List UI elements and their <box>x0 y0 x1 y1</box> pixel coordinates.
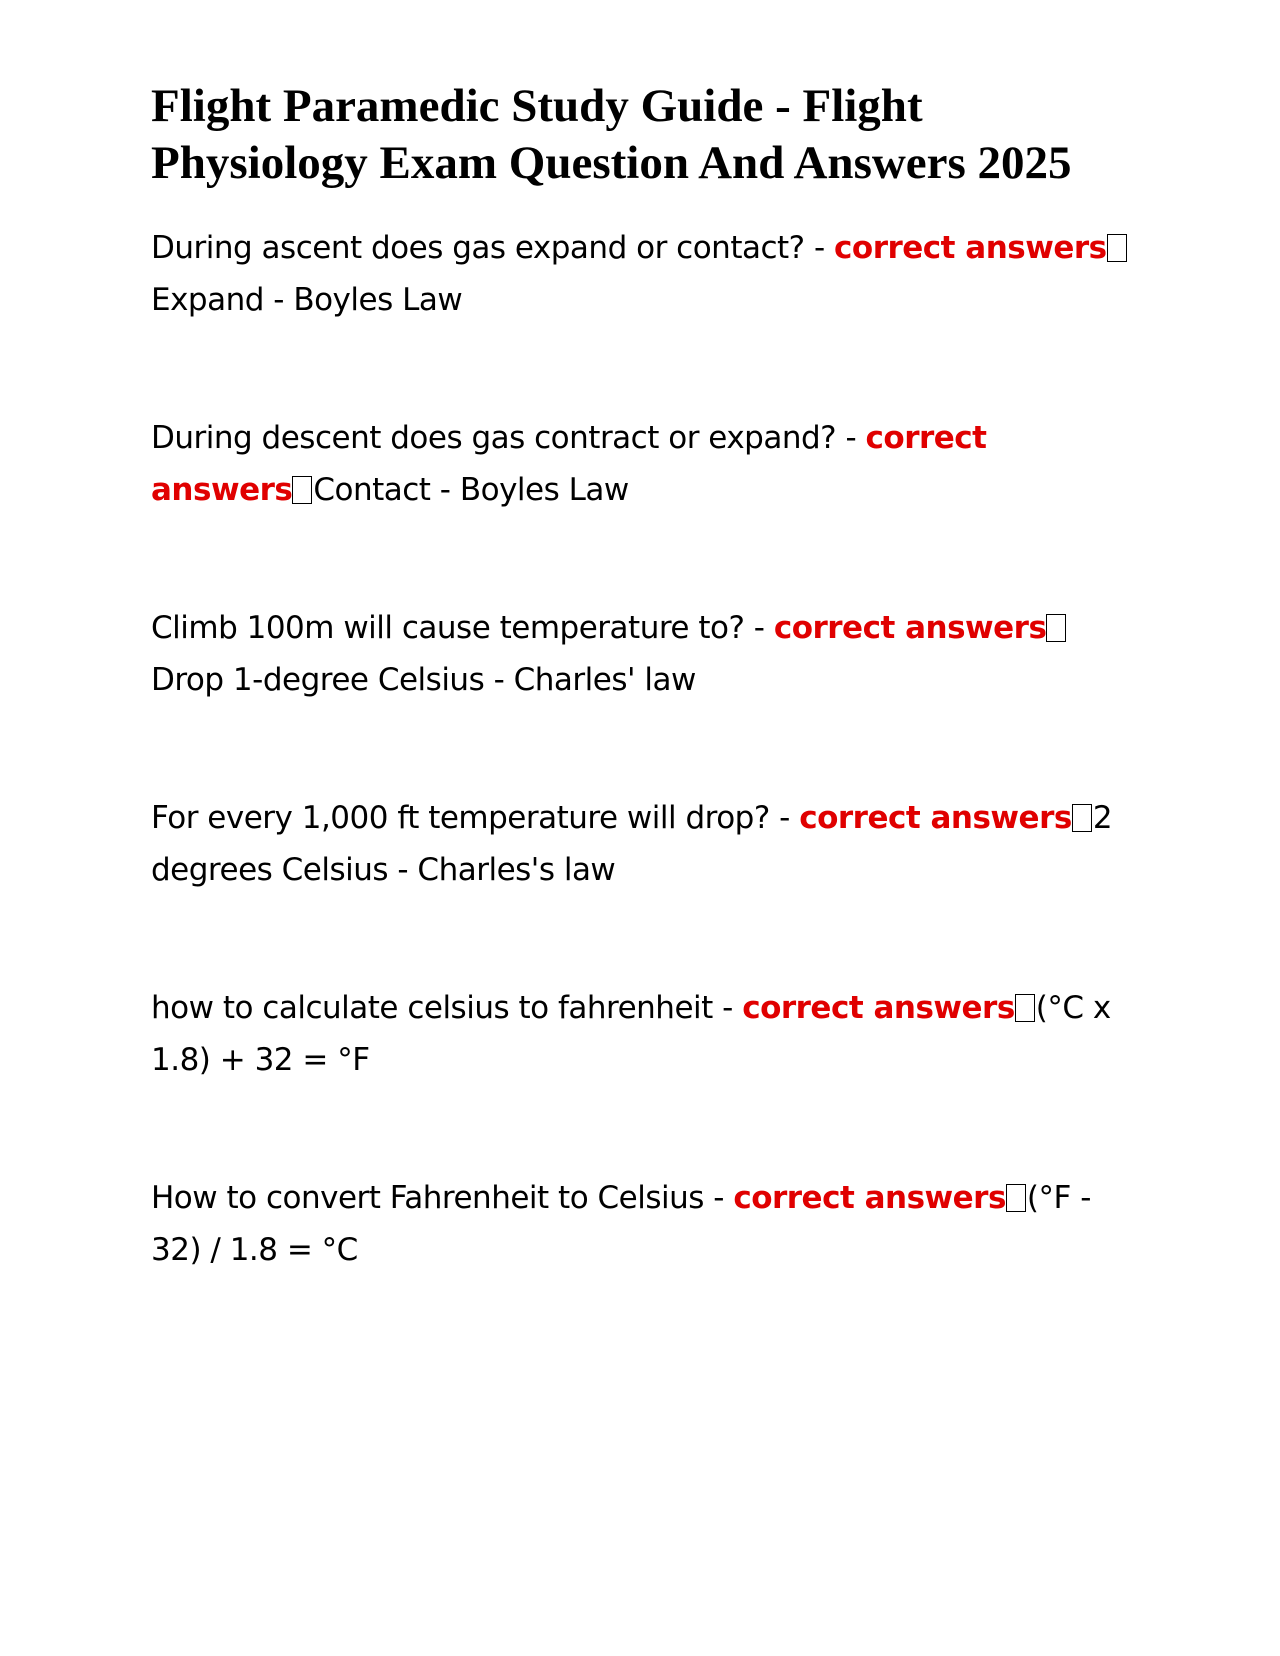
qa-entry <box>151 792 1136 896</box>
answer-text: 2 degrees Celsius - Charles's law <box>151 800 1113 888</box>
missing-glyph-icon <box>1015 994 1035 1022</box>
answer-label: correct answers <box>799 800 1072 836</box>
answer-label: correct answers <box>834 230 1107 266</box>
answer-text: Contact - Boyles Law <box>313 472 629 508</box>
qa-entry <box>151 412 1136 516</box>
missing-glyph-icon <box>292 476 312 504</box>
question-text: For every 1,000 ft temperature will drop? - <box>151 800 800 836</box>
answer-label: correct answers <box>733 1180 1006 1216</box>
answer-text: (°F - 32) / 1.8 = °C <box>151 1180 1091 1268</box>
document-page <box>151 78 1136 1362</box>
missing-glyph-icon <box>1107 234 1127 262</box>
missing-glyph-icon <box>1046 614 1066 642</box>
qa-entry <box>151 222 1136 326</box>
document-title: Flight Paramedic Study Guide - Flight Physiology Exam Question And Answers 2025 <box>151 80 1072 189</box>
qa-entry <box>151 602 1136 706</box>
qa-entry <box>151 1172 1136 1276</box>
answer-text: (°C x 1.8) + 32 = °F <box>151 990 1111 1078</box>
missing-glyph-icon <box>1072 804 1092 832</box>
qa-entry <box>151 982 1136 1086</box>
answer-text: Drop 1-degree Celsius - Charles' law <box>151 662 696 698</box>
answer-text: Expand - Boyles Law <box>151 282 463 318</box>
question-text: During ascent does gas expand or contact? - <box>151 230 835 266</box>
answer-label: correct answers <box>742 990 1015 1026</box>
question-text: How to convert Fahrenheit to Celsius - <box>151 1180 734 1216</box>
question-text: Climb 100m will cause temperature to? - <box>151 610 774 646</box>
question-text: how to calculate celsius to fahrenheit - <box>151 990 743 1026</box>
answer-label: correct answers <box>773 610 1047 646</box>
answer-label: correct answers <box>151 420 987 508</box>
question-text: During descent does gas contract or expand? - <box>151 420 866 456</box>
missing-glyph-icon <box>1006 1184 1026 1212</box>
